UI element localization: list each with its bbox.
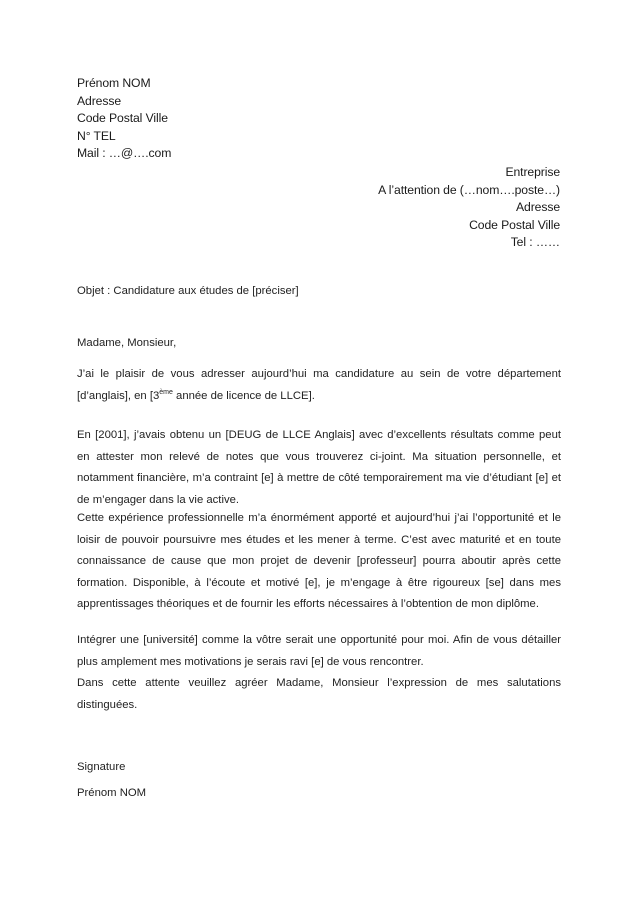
- paragraph-1: [77, 364, 561, 407]
- salutation: Madame, Monsieur,: [77, 337, 177, 349]
- paragraph-5: Dans cette attente veuillez agréer Madame, Monsieur l’expression de mes salutations distinguées.: [77, 677, 561, 711]
- sender-phone: N° TEL: [77, 128, 116, 143]
- sender-name: Prénom NOM: [77, 76, 151, 90]
- signature-label: Signature: [77, 761, 126, 773]
- sender-address: Adresse: [77, 93, 122, 108]
- paragraph-1-sup: ème: [159, 388, 173, 396]
- recipient-phone: Tel : ……: [510, 235, 560, 249]
- recipient-company: Entreprise: [505, 165, 560, 179]
- recipient-address: Adresse: [515, 200, 560, 214]
- paragraph-4: Intégrer une [université] comme la vôtre serait une opportunité pour moi. Afin de vous détailler plus amplement mes motivations je serais ravi [e] de vous rencontrer.: [77, 634, 561, 668]
- recipient-postal-city: Code Postal Ville: [469, 217, 560, 232]
- paragraph-2: En [2001], j’avais obtenu un [DEUG de LLCE Anglais] avec d’excellents résultats comme peut en attester mon relevé de notes que vous trouverez ci-joint. Ma situation personnelle, et notamment financière, m’a contraint [e] à mettre de côté temporairement ma vie d’étudiant [e] et de m’engager dans la vie active.: [77, 429, 561, 506]
- signature-name: Prénom NOM: [77, 787, 147, 799]
- subject-line: Objet : Candidature aux études de [préciser]: [77, 285, 299, 297]
- sender-postal-city: Code Postal Ville: [77, 111, 168, 125]
- recipient-block: [378, 164, 560, 252]
- paragraph-1-text-a: J’ai le plaisir de vous adresser aujourd’hui ma candidature au sein de votre département [d’anglais], en [3: [77, 368, 561, 402]
- recipient-attention: A l’attention de (…nom….poste…): [378, 182, 560, 197]
- sender-block: [77, 75, 171, 163]
- sender-mail: Mail : …@….com: [77, 146, 172, 160]
- paragraph-1-text-b: année de licence de LLCE].: [172, 389, 315, 402]
- paragraph-3: Cette expérience professionnelle m’a énormément apporté et aujourd’hui j’ai l’opportunité et le loisir de pouvoir poursuivre mes études et les mener à terme. C’est avec maturité et en toute connaissance de cause que mon projet de devenir [professeur] pourra aboutir après cette formation. Disponible, à l’écoute et motivé [e], je m’engage à être rigoureux [se] dans mes apprentissages théoriques et de fournir les efforts nécessaires à l’obtention de mon diplôme.: [77, 512, 561, 611]
